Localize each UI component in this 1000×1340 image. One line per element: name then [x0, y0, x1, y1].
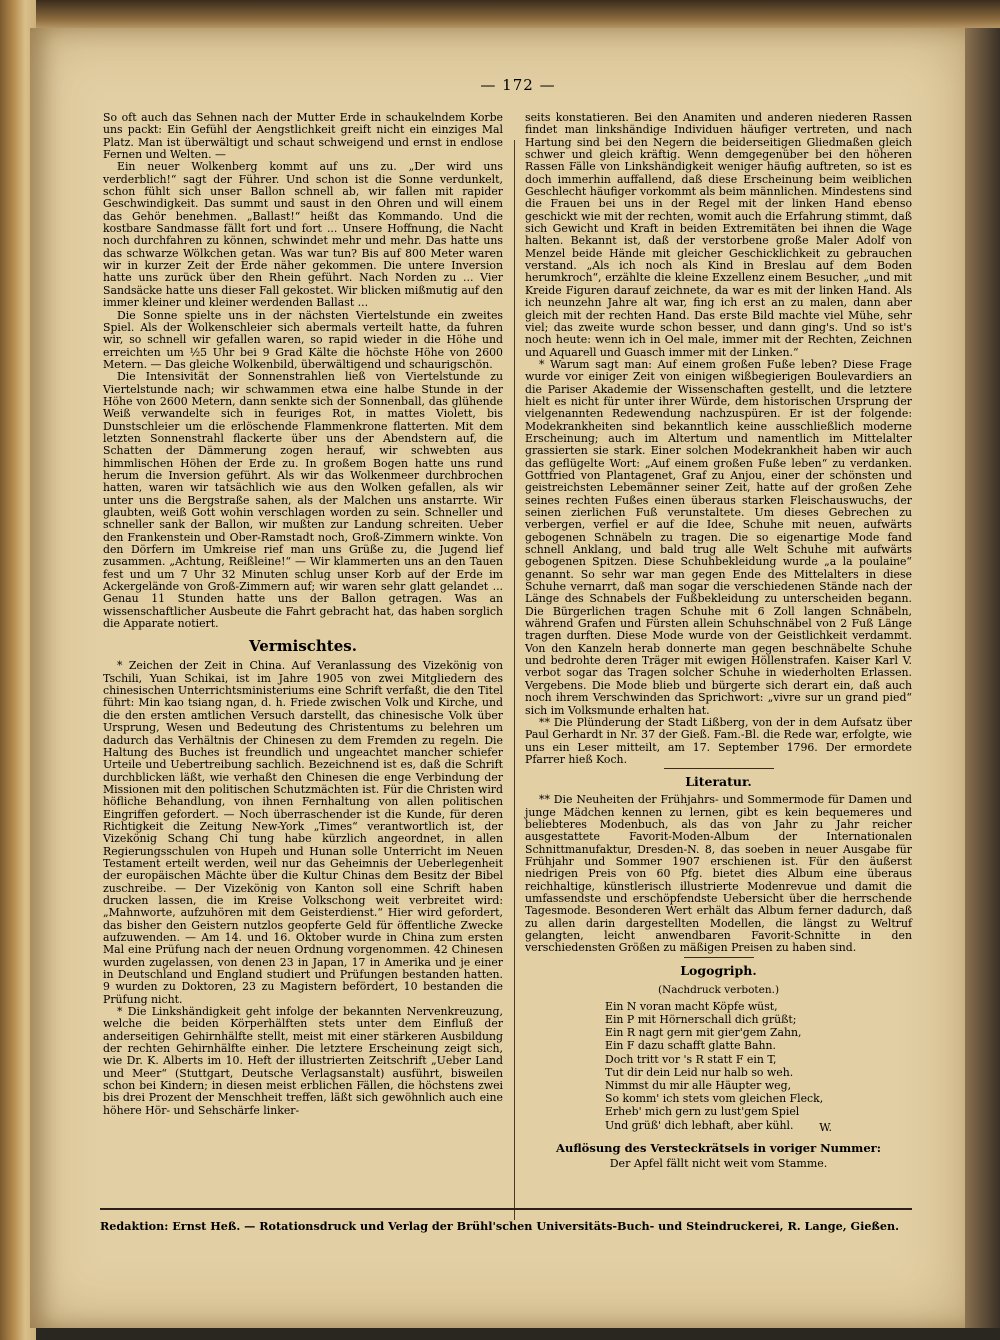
poem-line: Doch tritt vor 's R statt F ein T,	[605, 1052, 777, 1066]
imprint-footer: Redaktion: Ernst Heß. — Rotationsdruck und Verlag der Brühl'schen Universitäts-Buch- und Steindruckerei, R. Lange, Gießen.	[100, 1219, 900, 1233]
misc-item-lissberg: ** Die Plünderung der Stadt Lißberg, von der in dem Aufsatz über Paul Gerhardt in Nr. 37 der Gieß. Fam.-Bl. die Rede war, erfolgte, wie uns ein Leser mitteilt, am 17. September 1796. Der ermordete Pfarrer hieß Koch.	[525, 715, 912, 766]
poem-line: Tut dir dein Leid nur halb so weh.	[605, 1065, 794, 1079]
poem-line: So komm' ich stets vom gleichen Fleck,	[605, 1092, 824, 1106]
logogriph-note: (Nachdruck verboten.)	[657, 983, 780, 996]
logogriph-poem	[605, 1000, 912, 1132]
poem-line: Nimmst du mir alle Häupter weg,	[605, 1078, 792, 1092]
misc-item-china: * Zeichen der Zeit in China. Auf Veranlassung des Vizekönig von Tschili, Yuan Schikai, ist im Jahre 1905 von zwei Mitgliedern des chinesischen Unterrichtsministeriums eine Schrift verfaßt, die den Titel führt: Min kao tsiang ngan, d. h. Friede zwischen Volk und Kirche, und die den ersten amtlichen Versuch darstellt, das chinesische Volk über Ursprung, Wesen und Bedeutung des Christentums zu belehren um dadurch das Verhältnis der Chinesen zu dem Fremden zu regeln. Die Haltung des Buches ist freundlich und ungeachtet mancher schiefer Urteile und Uebertreibung sachlich. Bezeichnend ist es, daß die Schrift durchblicken läßt, wie verhaßt den Chinesen die enge Verbindung der Missionen mit den politischen Schutzmächten ist. Für die Christen wird höfliche Behandlung, von ihnen Fernhaltung von allen politischen Eingriffen gefordert. — Noch überraschender ist die Kunde, für deren Richtigkeit die Zeitung New-York „Times“ verantwortlich ist, der Vizekönig Schang Chi tung habe kürzlich angeordnet, in allen Regierungsschulen von Hupeh und Hunan solle Unterricht im Neuen Testament erteilt werden, weil nur das Geheimnis der Ueberlegenheit der europäischen Mächte über die Kultur Chinas dem Besitz der Bibel zuschreibe. — Der Vizekönig von Kanton soll eine Schrift haben drucken lassen, die im Kreise Volkschong weit verbreitet wird: „Mahnworte, aufzuhören mit dem Geisterdienst.“ Hier wird gefordert, das bisher den Geistern nutzlos geopferte Geld für öffentliche Zwecke aufzuwenden. — Am 14. und 16. Oktober wurde in China zum ersten Mal eine Prüfung nach der neuen Ordnung vorgenommen. 42 Chinesen wurden zugelassen, von denen 23 in Japan, 17 in Amerika und je einer in Deutschland und England studiert und Prüfungen bestanden hatten. 9 wurden zu Doktoren, 23 zu Magistern befördert, 10 bestanden die Prüfung nicht.	[103, 659, 503, 1006]
misc-item-grossen-fusse: * Warum sagt man: Auf einem großen Fuße leben? Diese Frage wurde vor einiger Zeit von einigen wißbegierigen Boulevardiers an die Pariser Akademie der Wissenschaften gestellt, und die letztere hielt es nicht für unter ihrer Würde, dem historischen Ursprung der vielgenannten Redewendung nachzuspüren. Er ist der folgende: Modekrankheiten sind bekanntlich keine ausschließlich moderne Erscheinung; auch im Altertum und namentlich im Mittelalter grassierten sie stark. Einer solchen Modekrankheit haben wir auch das geflügelte Wort: „Auf einem großen Fuße leben“ zu verdanken. Gottfried von Plantagenet, Graf zu Anjou, einer der schönsten und geistreichsten Lebemänner seiner Zeit, hatte auf der großen Zehe seines rechten Fußes einen überaus starken Fleischauswuchs, der seinen zierlichen Fuß verunstaltete. Um dieses Gebrechen zu verbergen, verfiel er auf die Idee, Schuhe mit neuen, aufwärts gebogenen Schnäbeln zu tragen. Die so eigenartige Mode fand schnell Anklang, und bald trug alle Welt Schuhe mit aufwärts gebogenen Spitzen. Diese Schuhbekleidung wurde „a la poulaine“ genannt. So sehr war man gegen Ende des Mittelalters in diese Schuhe vernarrt, daß man sogar die verschiedenen Stände nach der Länge des Schnabels der Fußbekleidung zu unterscheiden begann. Die Bürgerlichen tragen Schuhe mit 6 Zoll langen Schnäbeln, während Grafen und Fürsten allein Schuhschnäbel von 2 Fuß Länge tragen durften. Diese Mode wurde von der Geistlichkeit verdammt. Von den Kanzeln herab donnerte man gegen beschnäbelte Schuhe und bedrohte deren Träger mit ewigen Höllenstrafen. Kaiser Karl V. verbot sogar das Tragen solcher Schuhe in wiederholten Erlassen. Vergebens. Die Mode blieb und bürgerte sich derart ein, daß auch noch ihrem Verschwinden das Sprichwort: „vivre sur un grand pied“ sich im Volksmunde erhalten hat.	[525, 357, 912, 717]
section-title-literatur: Literatur.	[685, 774, 752, 790]
poem-signature: W.	[819, 1120, 832, 1134]
section-title-vermischtes: Vermischtes.	[249, 637, 357, 656]
riddle-answer-title: Auflösung des Versteckrätsels in voriger Nummer:	[556, 1141, 881, 1156]
article-paragraph: Die Sonne spielte uns in der nächsten Viertelstunde ein zweites Spiel. Als der Wolkenschleier sich abermals verteilt hatte, da fuhren wir, so schnell wir gefallen waren, so rapid wieder in die Höhe und erreichten um ½5 Uhr bei 9 Grad Kälte die höchste Höhe von 2600 Metern. — Das gleiche Wolkenbild, überwältigend und schaurigschön.	[103, 308, 503, 371]
section-divider	[664, 768, 774, 769]
article-paragraph: Ein neuer Wolkenberg kommt auf uns zu. „Der wird uns verderblich!“ sagt der Führer. Und schon ist die Sonne verdunkelt, schon fühlt sich unser Ballon schnell ab, wir fallen mit rapider Geschwindigkeit. Das summt und saust in den Ohren und will einem das Gehör benehmen. „Ballast!“ heißt das Kommando. Und die kostbare Sandmasse fällt fort und fort ... Unsere Hoffnung, die Nacht noch durchfahren zu können, schwindet mehr und mehr. Das hatte uns das schwarze Wölkchen getan. Was war tun? Bis auf 800 Meter waren wir in kurzer Zeit der Erde näher gekommen. Die untere Inversion hatte uns zurück über den Rhein geführt. Nach Norden zu ... Vier Sandsäcke hatte uns dieser Fall gekostet. Wir blicken mißmutig auf den immer kleiner und kleiner werdenden Ballast ...	[103, 160, 503, 310]
section-divider	[684, 957, 754, 958]
section-title-logogriph: Logogriph.	[680, 962, 757, 978]
article-paragraph: Die Intensivität der Sonnenstrahlen ließ von Viertelstunde zu Viertelstunde nach; wir schwammen etwa eine halbe Stunde in der Höhe von 2600 Metern, dann senkte sich der Sonnenball, das glühende Weiß verwandelte sich in feuriges Rot, in mattes Violett, bis Dunstschleier um die erlöschende Flammenkrone flatterten. Mit dem letzten Sonnenstrahl flackerte über uns der Abendstern auf, die Schatten der Dämmerung zogen herauf, wir schwebten aus himmlischen Höhen der Erde zu. In großem Bogen hatte uns rund herum die Inversion geführt. Als wir das Wolkenmeer durchbrochen hatten, waren wir tatsächlich wie aus den Wolken gefallen, als wir unter uns die Bergstraße sahen, als der Malchen uns anstarrte. Wir glaubten, weiß Gott wohin verschlagen worden zu sein. Schneller und schneller sank der Ballon, wir mußten zur Landung schreiten. Ueber den Frankenstein und Ober-Ramstadt noch, Groß-Zimmern winkte. Von den Dörfern im Umkreise rief man uns Grüße zu, die Jugend lief zusammen. „Achtung, Reißleine!“ — Wir klammerten uns an den Tauen fest und um 7 Uhr 32 Minuten schlug unser Korb auf der Erde im Ackergelände von Groß-Zimmern auf; wir waren sehr glatt gelandet ... Genau 11 Stunden hatte uns der Ballon getragen. Was an wissenschaftlicher Ausbeute die Fahrt gebracht hat, das haben sorglich die Apparate notiert.	[103, 370, 503, 631]
page-number: — 172 —	[480, 76, 556, 94]
literature-item: ** Die Neuheiten der Frühjahrs- und Sommermode für Damen und junge Mädchen kennen zu lernen, gibt es kein bequemeres und beliebteres Modenbuch, als das von Jahr zu Jahr reicher ausgestattete Favorit-Moden-Album der Internationalen Schnittmanufaktur, Dresden-N. 8, das soeben in neuer Ausgabe für Frühjahr und Sommer 1907 erschienen ist. Für den äußerst niedrigen Preis von 60 Pfg. bietet dies Album eine überaus reichhaltige, künstlerisch illustrierte Modenrevue und damit die umfassendste und erschöpfendste Uebersicht über die herrschende Tagesmode. Besonderen Wert erhält das Album ferner dadurch, daß zu allen darin dargestellten Modellen, die längst zu Weltruf gelangten, leicht anwendbaren Favorit-Schnitte in den verschiedensten Größen zu mäßigen Preisen zu haben sind.	[525, 793, 912, 955]
misc-item-linkshaendigkeit: * Die Linkshändigkeit geht infolge der bekannten Nervenkreuzung, welche die beiden Körperhälften stets unter dem Einfluß der anderseitigen Gehirnhälfte stellt, meist mit einer stärkeren Ausbildung der rechten Gehirnhälfte einher. Die letztere Erscheinung zeigt sich, wie Dr. K. Alberts im 10. Heft der illustrierten Zeitschrift „Ueber Land und Meer“ (Stuttgart, Deutsche Verlagsanstalt) ausführt, bisweilen schon bei Kindern; in diesen meist erblichen Fällen, die höchstens zwei bis drei Prozent der Menschheit treffen, läßt sich gewöhnlich auch eine höhere Hör- und Sehschärfe linker-	[103, 1005, 503, 1117]
article-paragraph: seits konstatieren. Bei den Anamiten und anderen niederen Rassen findet man linkshändige Individuen häufiger vertreten, und nach Hartung sind bei den Negern die beiderseitigen Gliedmaßen gleich schwer und gleich kräftig. Wenn demgegenüber bei den höheren Rassen Fälle von Linkshändigkeit weniger häufig auftreten, so ist es doch immerhin auffallend, daß diese Erscheinung beim weiblichen Geschlecht häufiger vorkommt als beim männlichen. Mindestens sind die Frauen bei uns in der Regel mit der linken Hand ebenso geschickt wie mit der rechten, womit auch die Erfahrung stimmt, daß sich Gewicht und Kraft in beiden Extremitäten bei ihnen die Wage halten. Bekannt ist, daß der verstorbene große Maler Adolf von Menzel beide Hände mit gleicher Geschicklichkeit zu gebrauchen verstand. „Als ich noch als Kind in Breslau auf dem Boden herumkroch“, erzählte die kleine Exzellenz einem Besucher, „und mit Kreide Figuren darauf zeichnete, da war es mit der linken Hand. Als ich neunzehn Jahre alt war, fing ich erst an zu malen, dann aber gleich mit der rechten Hand. Das erste Bild machte viel Mühe, sehr viel; das zweite wurde schon besser, und dann ging's. Und so ist's noch heute: wenn ich in Oel male, immer mit der Rechten, Zeichnen und Aquarell und Guasch immer mit der Linken.“	[525, 111, 912, 359]
right-column	[525, 112, 912, 1172]
poem-line: Ein F dazu schafft glatte Bahn.	[605, 1039, 776, 1053]
poem-line: Und grüß' dich lebhaft, aber kühl.	[605, 1118, 794, 1132]
poem-line: Erheb' mich gern zu lust'gem Spiel	[605, 1105, 800, 1119]
poem-line: Ein R nagt gern mit gier'gem Zahn,	[605, 1026, 802, 1040]
riddle-answer-text: Der Apfel fällt nicht weit vom Stamme.	[609, 1157, 828, 1171]
page-right-shadow	[965, 28, 1000, 1328]
article-paragraph: So oft auch das Sehnen nach der Mutter Erde in schaukelndem Korbe uns packt: Ein Gefühl der Aengstlichkeit greift nicht ein einziges Mal Platz. Man ist überwältigt und schaut schweigend und ernst in endlose Fernen und Welten. —	[103, 111, 503, 162]
column-divider	[514, 140, 515, 1220]
left-column	[103, 112, 503, 1117]
poem-line: Ein N voran macht Köpfe wüst,	[605, 999, 778, 1013]
poem-line: Ein P mit Hörnerschall dich grüßt;	[605, 1012, 797, 1026]
footer-rule	[100, 1208, 912, 1210]
